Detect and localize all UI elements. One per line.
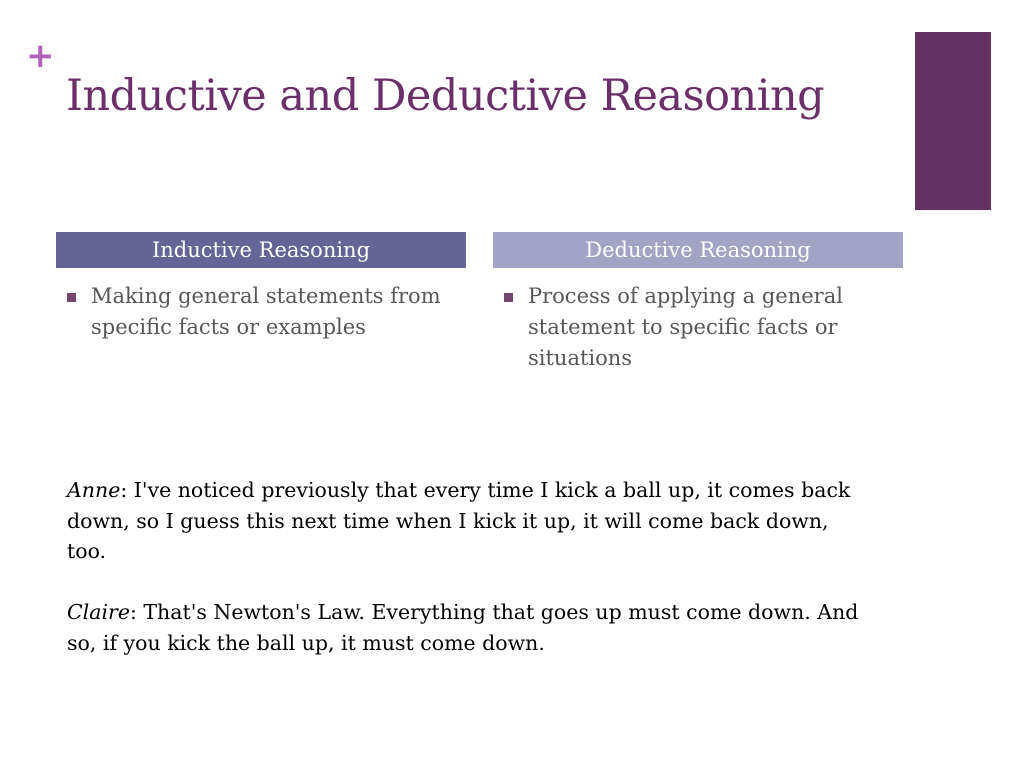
deductive-definition: Process of applying a general statement to specific facts or situations xyxy=(528,284,843,370)
square-bullet-icon xyxy=(67,293,76,302)
plus-icon: + xyxy=(26,36,55,76)
anne-quote xyxy=(67,475,867,567)
claire-line: : That's Newton's Law. Everything that goes up must come down. And so, if you kick the ball up, it must come down. xyxy=(67,600,859,655)
deductive-reasoning-header: Deductive Reasoning xyxy=(493,232,903,268)
slide-title: Inductive and Deductive Reasoning xyxy=(66,71,825,121)
accent-bar xyxy=(915,32,991,210)
example-dialogue xyxy=(67,475,867,658)
speaker-claire: Claire xyxy=(67,600,130,624)
square-bullet-icon xyxy=(504,293,513,302)
inductive-reasoning-header: Inductive Reasoning xyxy=(56,232,466,268)
inductive-definition: Making general statements from specific facts or examples xyxy=(91,284,441,339)
anne-line: : I've noticed previously that every time I kick a ball up, it comes back down, so I guess this next time when I kick it up, it will come back down, too. xyxy=(67,478,851,563)
speaker-anne: Anne xyxy=(67,478,121,502)
claire-quote xyxy=(67,597,867,658)
